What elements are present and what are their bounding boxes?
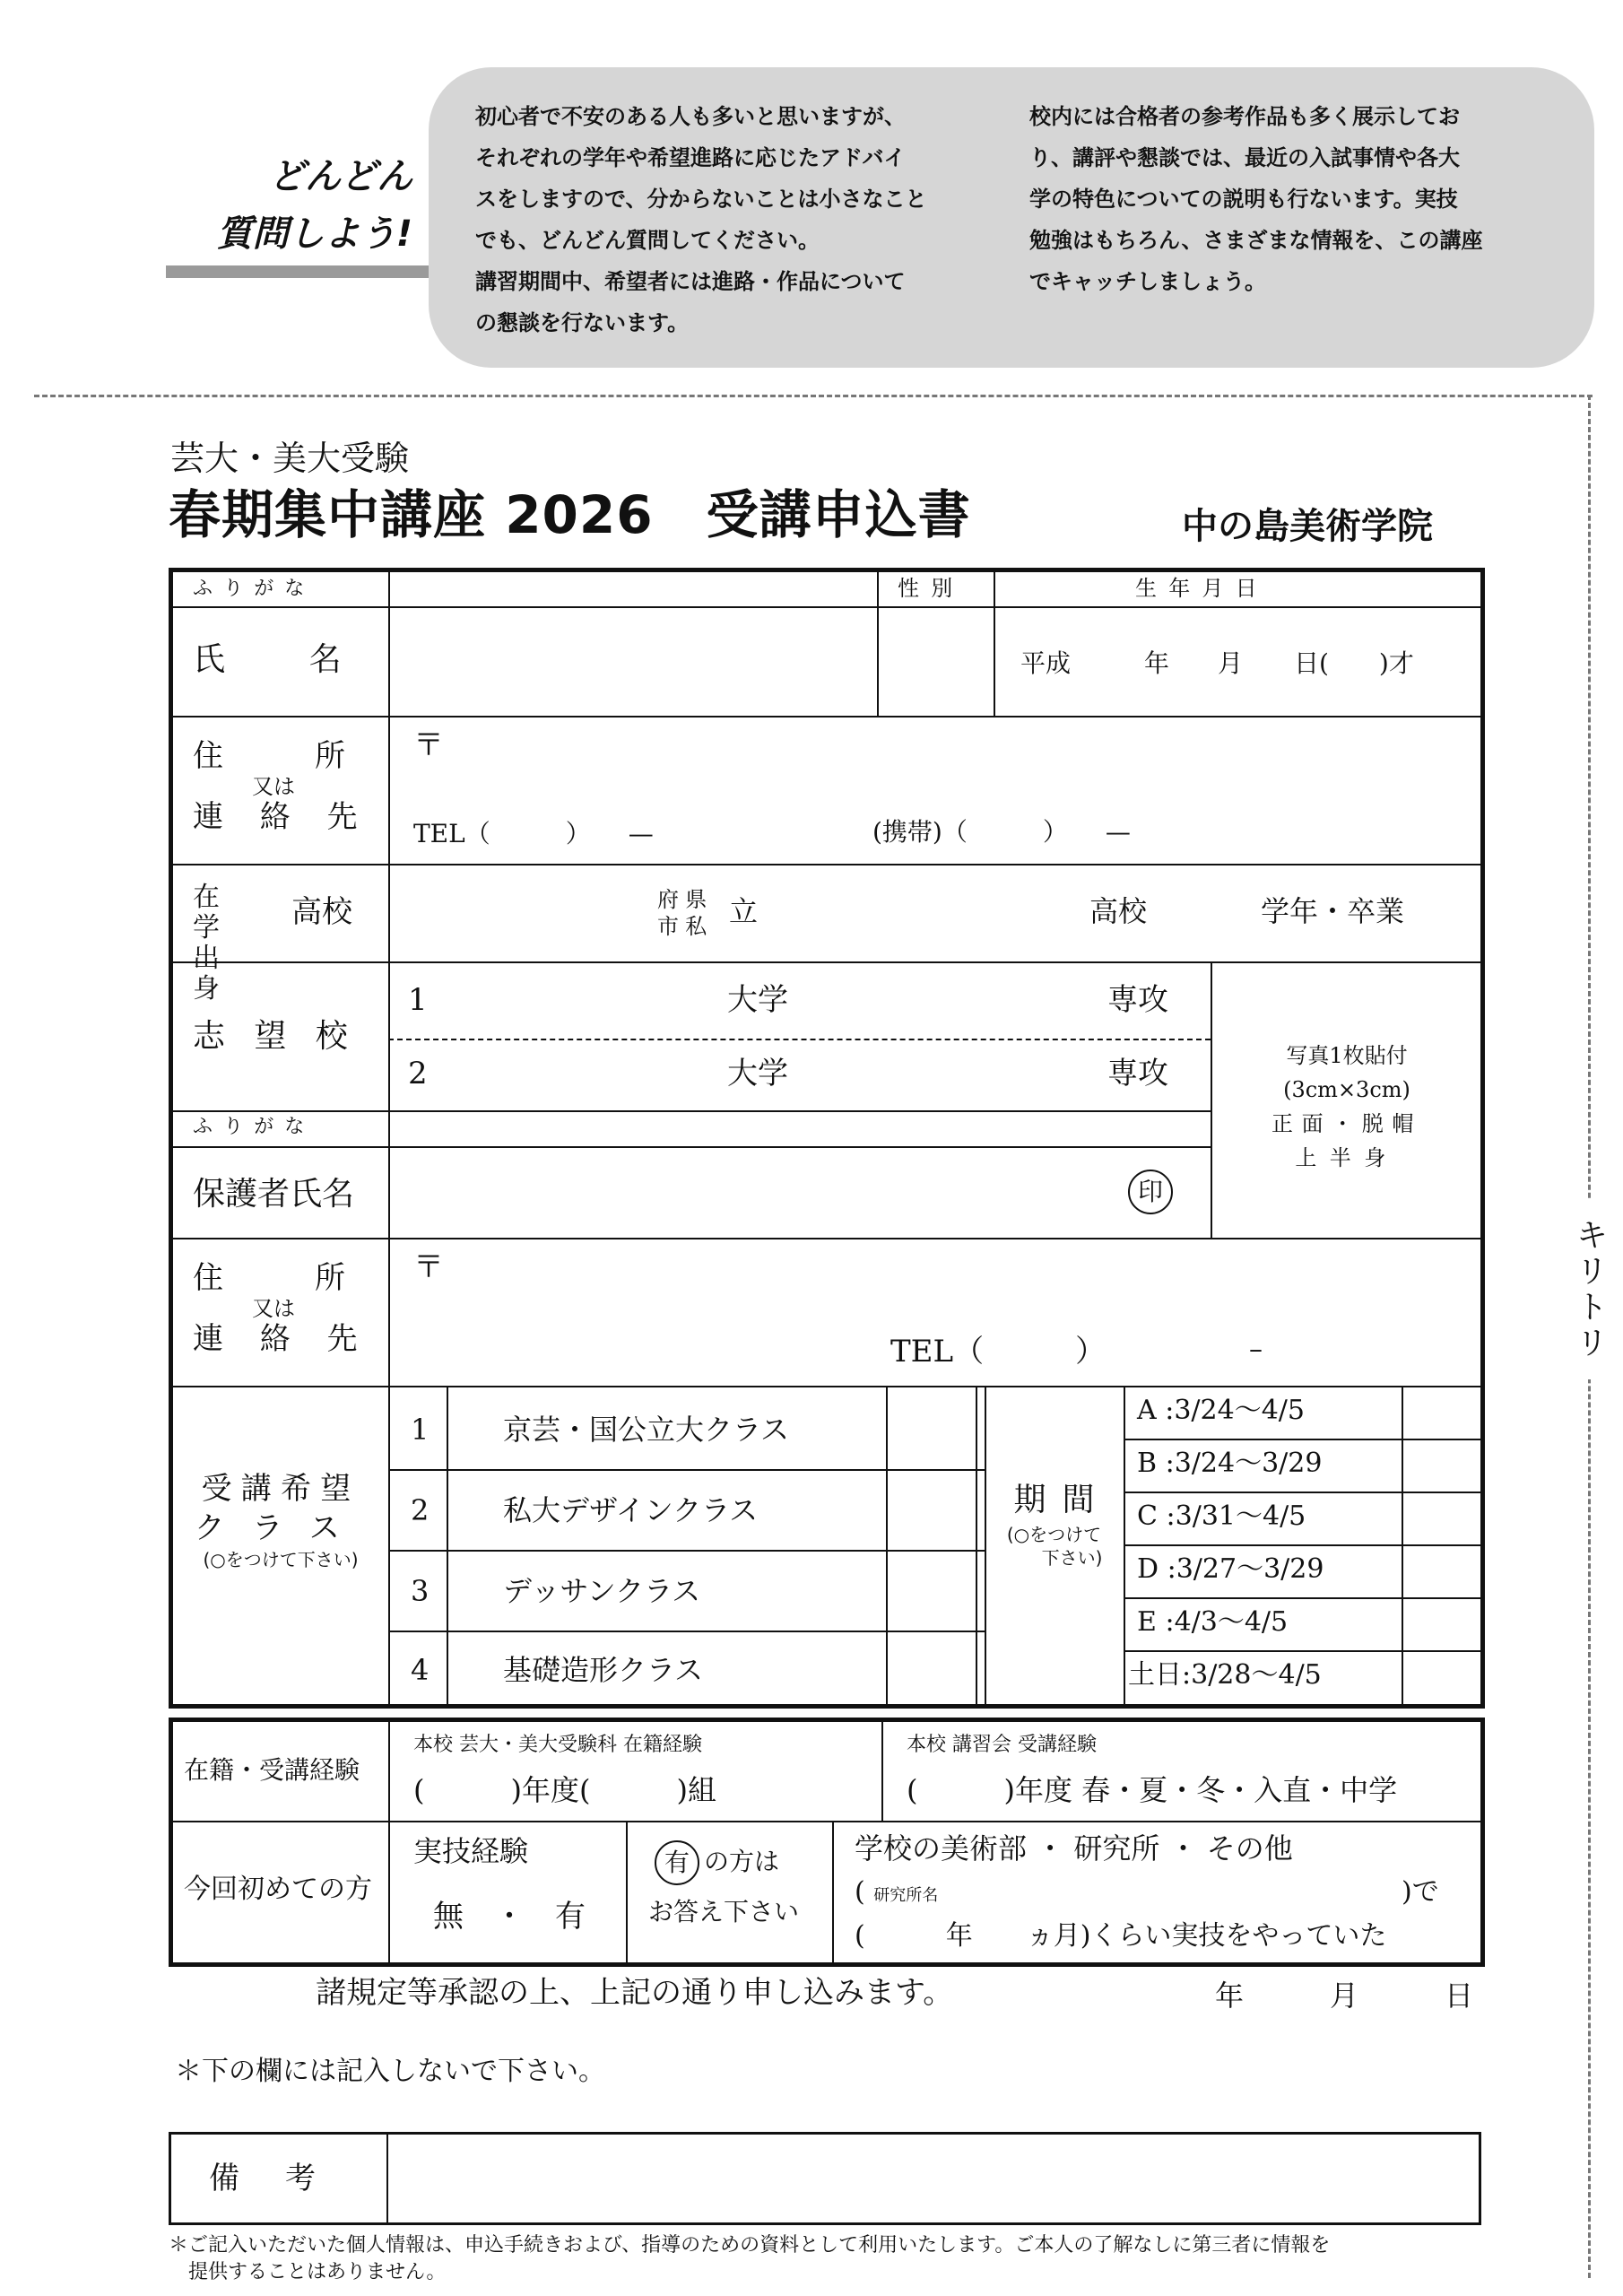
- guardian-address-label-bottom: 連絡先: [193, 1321, 395, 1357]
- notice-bubble: [429, 67, 1594, 368]
- period-label: 期間 (○をつけて 下さい): [1006, 1482, 1111, 1569]
- class-3-number: 3: [411, 1574, 430, 1608]
- address-label-bottom: 連絡先: [193, 799, 395, 835]
- ritsu-label: 立: [729, 894, 759, 928]
- experience-duration[interactable]: ( 年 ヵ月)くらい実技をやっていた: [855, 1920, 1387, 1952]
- photo-note-4: 上半身: [1295, 1145, 1399, 1170]
- choice2-number: 2: [408, 1056, 428, 1091]
- address-label-mid: 又は: [252, 774, 295, 799]
- choice1-number: 1: [408, 982, 428, 1018]
- yes-mark: 有: [655, 1840, 699, 1885]
- class-label: 受講希望 クラス (○をつけて下さい): [194, 1471, 368, 1570]
- period-a[interactable]: A :3/24〜4/5: [1137, 1395, 1305, 1426]
- birthdate-label: 生年月日: [1135, 576, 1269, 601]
- photo-note-3: 正面・脱帽: [1271, 1111, 1422, 1136]
- guardian-furigana-field[interactable]: [390, 1112, 1208, 1144]
- choice1-major: 専攻: [1107, 982, 1168, 1018]
- agreement-text: 諸規定等承認の上、上記の通り申し込みます。: [316, 1975, 954, 2011]
- class-4-name[interactable]: 基礎造形クラス: [503, 1653, 704, 1687]
- photo-note-2: (3cm×3cm): [1283, 1077, 1410, 1102]
- postal-mark: 〒: [413, 727, 444, 763]
- experience-places[interactable]: 学校の美術部 ・ 研究所 ・ その他: [855, 1831, 1293, 1866]
- birth-day-age: 日( )才: [1294, 648, 1414, 678]
- notice-heading-line2: 質問しよう!: [216, 213, 412, 255]
- high-school-label: 高校: [291, 894, 352, 930]
- photo-area: [1213, 1039, 1480, 1175]
- birth-era: 平成: [1020, 648, 1072, 678]
- birth-month-unit: 月: [1218, 648, 1244, 678]
- course-fields[interactable]: ( )年度 春・夏・冬・入直・中学: [907, 1773, 1398, 1807]
- practical-label: 実技経験: [413, 1834, 529, 1868]
- notice-heading: [170, 148, 412, 263]
- period-weekend[interactable]: 土日:3/28〜4/5: [1128, 1659, 1322, 1691]
- school-status: 在学 出身: [193, 882, 220, 1004]
- tel-field[interactable]: TEL（ ） —: [413, 819, 654, 848]
- choice2-university: 大学: [727, 1056, 788, 1091]
- school-name: 中の島美術学院: [1182, 506, 1433, 547]
- grade-graduation[interactable]: 学年・卒業: [1261, 894, 1405, 928]
- period-c[interactable]: C :3/31〜4/5: [1137, 1500, 1306, 1532]
- furigana-field[interactable]: [390, 574, 874, 604]
- privacy-note-1: ＊ご記入いただいた個人情報は、申込手続きおよび、指導のための資料として利用いたします。ご本人の了解なしに第三者に情報を: [169, 2234, 1331, 2257]
- yes-note-1: の方は: [704, 1847, 780, 1876]
- history-form: [169, 1718, 1485, 1967]
- course-caption: 本校 講習会 受講経験: [907, 1734, 1097, 1756]
- guardian-furigana-label: ふりがな: [193, 1116, 316, 1138]
- guardian-tel-dash: –: [1249, 1334, 1263, 1365]
- guardian-address-label-top: 住 所: [193, 1260, 345, 1296]
- date-field[interactable]: 年 月 日: [1215, 1979, 1474, 2013]
- class-1-name[interactable]: 京芸・国公立大クラス: [503, 1413, 790, 1447]
- notice-heading-line1: どんどん: [269, 156, 412, 197]
- name-field[interactable]: [390, 610, 874, 714]
- photo-note-1: 写真1枚貼付: [1286, 1043, 1408, 1068]
- office-note: ＊下の欄には記入しないで下さい。: [175, 2056, 605, 2087]
- institute-close: )で: [1402, 1876, 1439, 1908]
- enrollment-caption: 本校 芸大・美大受験科 在籍経験: [413, 1734, 702, 1756]
- notice-text-right: 校内には合格者の参考作品も多く展示してお り、講評や懇談では、最近の入試事情や各大 学の特色についての説明も行ないます。実技 勉強はもちろん、さまざまな情報を、この講座 でキャッチしましょう。: [1029, 104, 1483, 294]
- yes-note-2: お答え下さい: [648, 1897, 800, 1926]
- period-d[interactable]: D :3/27〜3/29: [1137, 1553, 1324, 1585]
- application-form: [169, 568, 1485, 1709]
- choice1-university: 大学: [727, 982, 788, 1018]
- notice-text-left: 初心者で不安のある人も多いと思いますが、 それぞれの学年や希望進路に応じたアドバイ スをしますので、分からないことは小さなこと でも、どんどん質問してください。 講習期間中、希望者には進路・作品について の懇談を行ないます。: [475, 104, 927, 335]
- first-time-label: 今回初めての方: [184, 1874, 372, 1905]
- period-e[interactable]: E :4/3〜4/5: [1137, 1606, 1289, 1638]
- remarks-box: [169, 2132, 1481, 2225]
- class-3-name[interactable]: デッサンクラス: [503, 1574, 701, 1608]
- address-label-top: 住 所: [193, 738, 345, 774]
- history-label: 在籍・受講経験: [184, 1755, 360, 1785]
- class-2-name[interactable]: 私大デザインクラス: [503, 1493, 759, 1527]
- form-subtitle: 芸大・美大受験: [170, 439, 410, 478]
- period-b[interactable]: B :3/24〜3/29: [1137, 1448, 1323, 1479]
- birth-year-unit: 年: [1144, 648, 1170, 678]
- remarks-label: 備考: [209, 2161, 361, 2196]
- practical-none-yes[interactable]: 無 ・ 有: [433, 1899, 586, 1935]
- class-2-number: 2: [411, 1493, 430, 1527]
- guardian-name-label: 保護者氏名: [193, 1176, 355, 1213]
- enrollment-fields[interactable]: ( )年度( )組: [413, 1773, 716, 1807]
- class-4-number: 4: [411, 1653, 430, 1687]
- guardian-postal-mark: 〒: [413, 1249, 444, 1285]
- name-label: 氏名: [193, 641, 426, 678]
- desired-school-label: 志望校: [193, 1018, 378, 1055]
- form-title: 春期集中講座 2026 受講申込書: [169, 484, 971, 545]
- choice2-major: 専攻: [1107, 1056, 1168, 1091]
- cut-label: キリトリ: [1567, 1200, 1612, 1379]
- institute-line[interactable]: ( 研究所名: [855, 1876, 939, 1908]
- guardian-tel-field[interactable]: TEL（ ）: [890, 1334, 1107, 1370]
- notice-heading-underline: [166, 265, 435, 278]
- gender-label: 性別: [898, 576, 965, 601]
- furigana-label: ふりがな: [193, 578, 316, 600]
- cut-line-horizontal: [34, 395, 1593, 397]
- class-1-number: 1: [411, 1413, 430, 1447]
- seal-mark: 印: [1128, 1170, 1173, 1214]
- prefecture-type: 府県 市私: [657, 887, 714, 939]
- guardian-name-field[interactable]: [390, 1148, 1161, 1236]
- privacy-note-2: 提供することはありません。: [188, 2261, 447, 2283]
- guardian-address-label-mid: 又は: [252, 1296, 295, 1321]
- koukou-label: 高校: [1089, 894, 1148, 928]
- mobile-field[interactable]: (携帯)（ ） —: [872, 817, 1131, 847]
- gender-field[interactable]: [880, 610, 992, 714]
